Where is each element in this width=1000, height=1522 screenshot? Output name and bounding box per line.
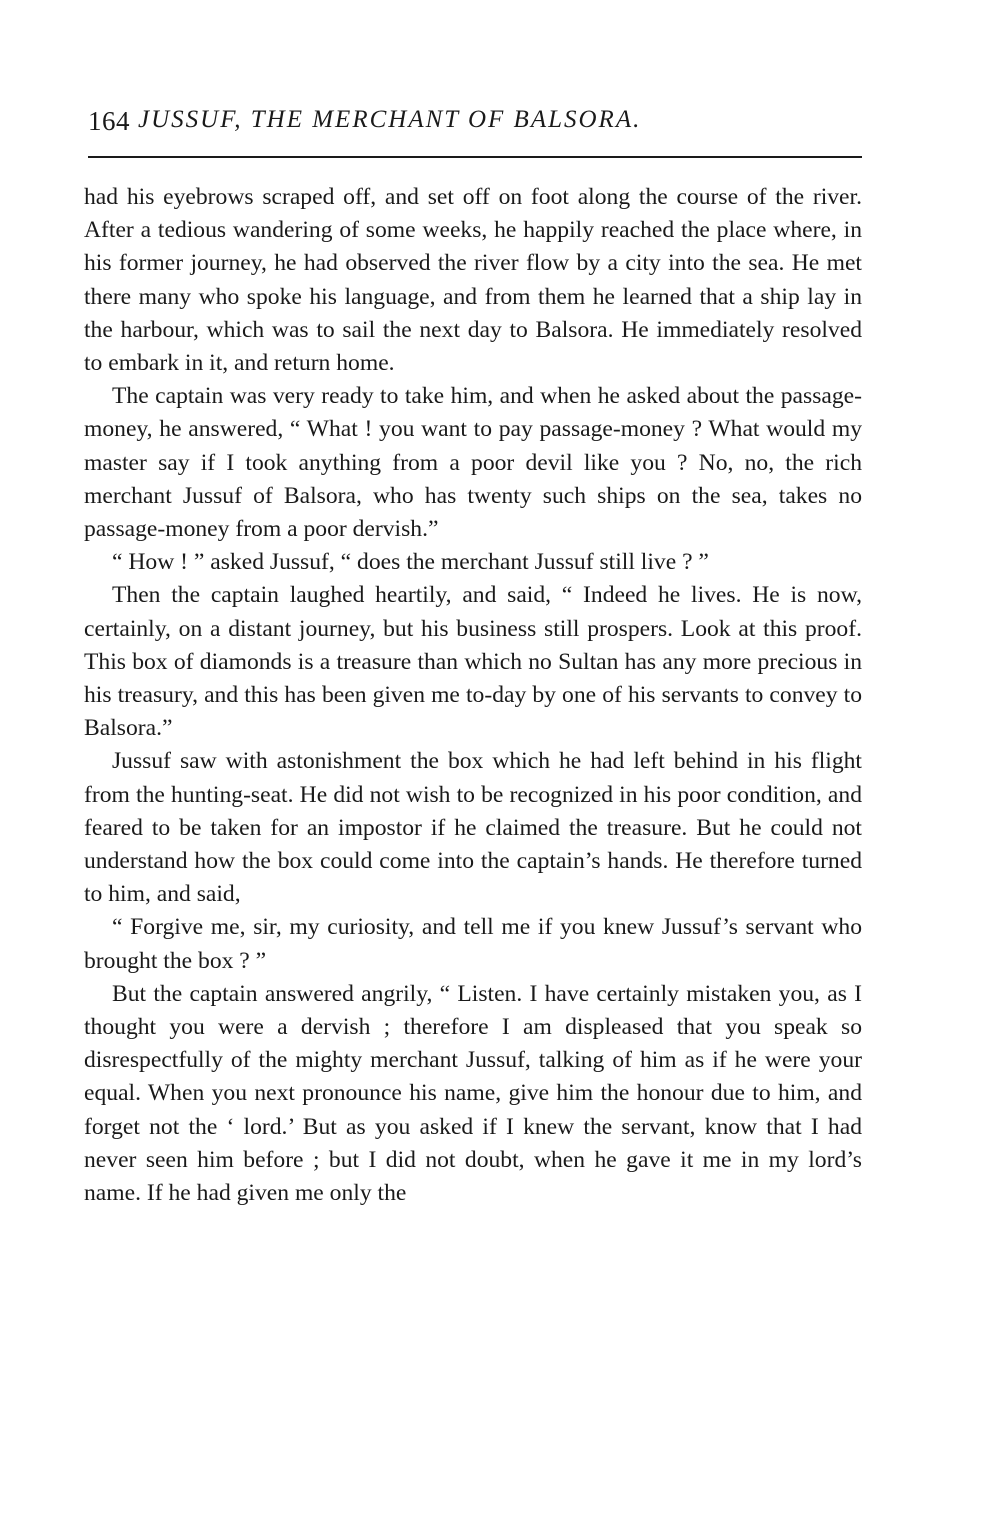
header-rule — [88, 156, 862, 158]
paragraph: had his eyebrows scraped off, and set off on foot along the course of the river. After a tedious wandering of some weeks, he happily reached the place where, in his former journey, he had observed the river flow by a city into the sea. He met there many who spoke his language, and from them he learned that a ship lay in the harbour, which was to sail the next day to Balsora. He immediately resolved to embark in it, and return home. — [84, 184, 862, 377]
page-header — [88, 106, 864, 146]
paragraph: The captain was very ready to take him, and when he asked about the passage-money, he answered, “ What ! you want to pay passage-money ? What would my master say if I took anything from a poor devil like you ? No, no, the rich merchant Jussuf of Balsora, who has twenty such ships on the sea, takes no passage-money from a poor dervish.” — [84, 383, 862, 543]
page-number: 164 — [88, 106, 130, 136]
paragraph: “ How ! ” asked Jussuf, “ does the merchant Jussuf still live ? ” — [112, 549, 709, 576]
paragraph: But the captain answered angrily, “ Listen. I have certainly mistaken you, as I thought you were a dervish ; therefore I am displeased that you speak so disrespectfully of the mighty merchant Jussuf, talking of him as if he were your equal. When you next pronounce his name, give him the honour due to him, and forget not the ‘ lord.’ But as you asked if I knew the servant, know that I had never seen him before ; but I did not doubt, when he gave it me in my lord’s name. If he had given me only the — [84, 980, 862, 1207]
paragraph: Then the captain laughed heartily, and said, “ Indeed he lives. He is now, certainly, on a distant journey, but his business still prospers. Look at this proof. This box of diamonds is a treasure than which no Sultan has any more precious in his treasury, and this has been given me to-day by one of his servants to convey to Balsora.” — [84, 582, 862, 742]
running-title: JUSSUF, THE MERCHANT OF BALSORA. — [138, 106, 642, 133]
paragraph: “ Forgive me, sir, my curiosity, and tell me if you knew Jussuf’s servant who brought the box ? ” — [84, 914, 862, 974]
body-text — [84, 181, 862, 1210]
paragraph: Jussuf saw with astonishment the box which he had left behind in his flight from the hunting-seat. He did not wish to be recognized in his poor condition, and feared to be taken for an impostor if he claimed the treasure. But he could not understand how the box could come into the captain’s hands. He therefore turned to him, and said, — [84, 748, 862, 908]
